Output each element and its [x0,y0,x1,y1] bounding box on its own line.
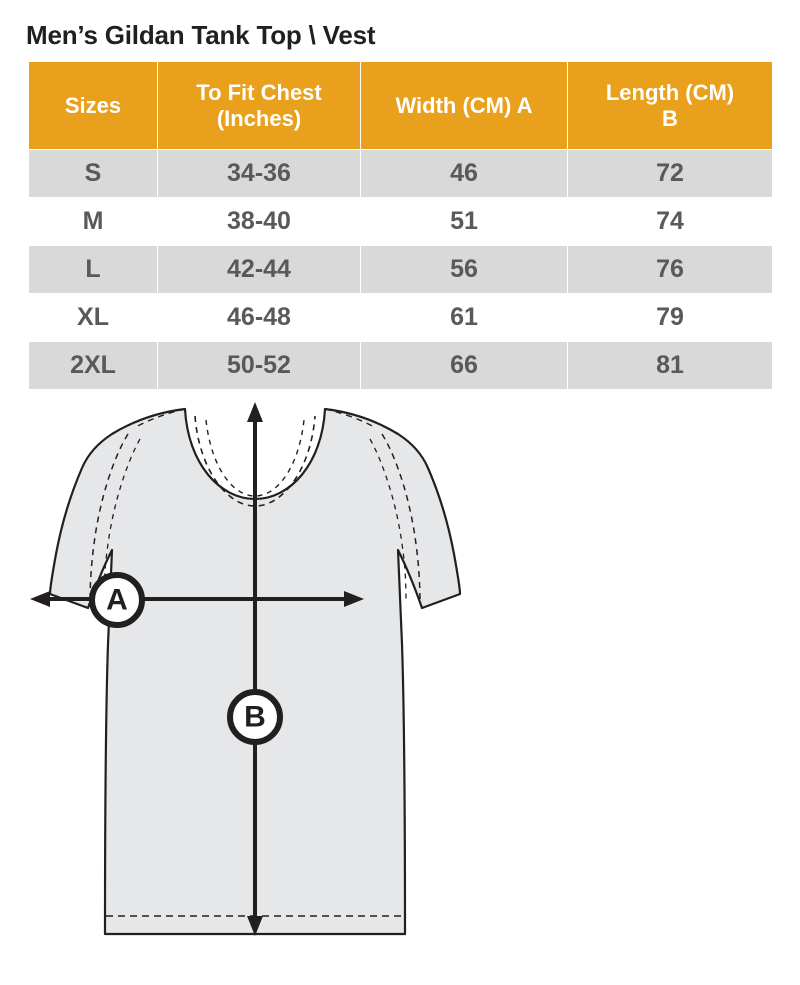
cell-chest: 50-52 [158,342,361,390]
measure-b-marker [230,692,280,742]
cell-width: 66 [361,342,568,390]
column-header-chest-line1: To Fit Chest [196,79,322,105]
cell-width: 51 [361,198,568,246]
column-header-length-line2: B [662,105,678,131]
column-header-width [361,62,568,150]
cell-size: M [29,198,158,246]
measure-a-label: A [106,583,128,617]
column-header-sizes [29,62,158,150]
size-chart-table [28,61,773,390]
table-body [29,150,773,390]
cell-chest: 38-40 [158,198,361,246]
cell-chest: 42-44 [158,246,361,294]
cell-size: 2XL [29,342,158,390]
measure-a-marker [92,575,142,625]
cell-length: 74 [568,198,773,246]
cell-chest: 34-36 [158,150,361,198]
column-header-chest-line2: (Inches) [216,105,302,131]
table-row [29,246,773,294]
cell-width: 61 [361,294,568,342]
cell-size: XL [29,294,158,342]
table-header [29,62,773,150]
cell-length: 79 [568,294,773,342]
page-title: Men’s Gildan Tank Top \ Vest [26,20,376,50]
table-row [29,150,773,198]
column-header-sizes-line1: Sizes [64,92,122,118]
table-row [29,198,773,246]
column-header-chest [158,62,361,150]
column-header-length [568,62,773,150]
table-header-row [29,62,773,150]
cell-length: 76 [568,246,773,294]
cell-width: 56 [361,246,568,294]
garment-diagram [0,394,800,969]
cell-size: S [29,150,158,198]
table-row [29,294,773,342]
table-row [29,342,773,390]
cell-width: 46 [361,150,568,198]
measure-b-label: B [244,700,266,734]
cell-length: 72 [568,150,773,198]
cell-chest: 46-48 [158,294,361,342]
cell-size: L [29,246,158,294]
cell-length: 81 [568,342,773,390]
column-header-width-line1: Width (CM) A [395,92,533,118]
column-header-length-line1: Length (CM) [605,79,735,105]
